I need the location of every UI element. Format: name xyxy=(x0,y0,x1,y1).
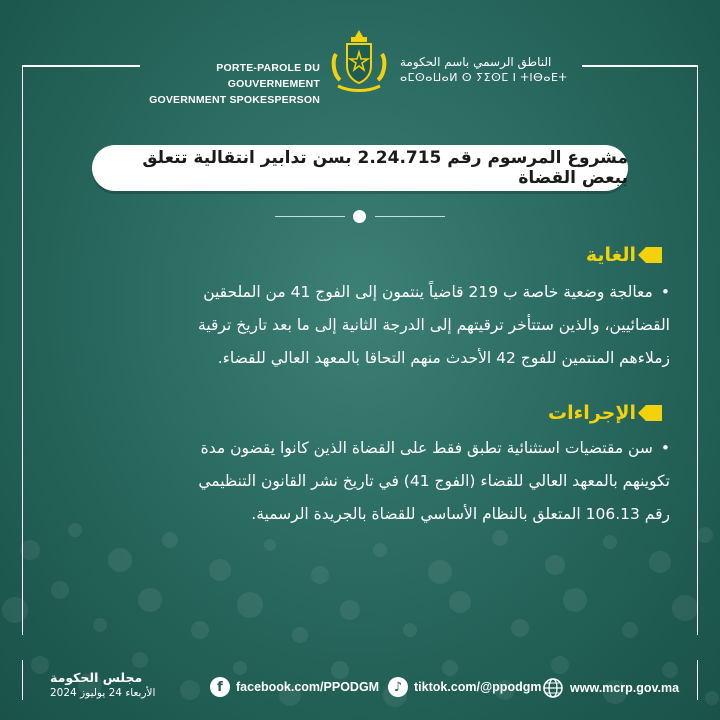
header-french-block xyxy=(134,60,320,108)
header-tifinagh-title: ⴰⵎⵙⴰⵡⴰⵍ ⵙ ⵢⵉⵙⵎ ⵏ ⵜⵏⴱⴰⴹⵜ xyxy=(400,71,568,84)
tiktok-link[interactable] xyxy=(388,677,541,697)
header-arabic-title: الناطق الرسمي باسم الحكومة xyxy=(400,55,552,69)
section-body-measures xyxy=(50,432,670,531)
footer-council-block xyxy=(50,670,155,699)
body-line: •سن مقتضيات استثنائية تطبق فقط على القضاة الذين كانوا يقضون مدة xyxy=(200,439,670,457)
title-banner xyxy=(92,145,628,191)
facebook-link[interactable] xyxy=(210,677,379,697)
globe-icon xyxy=(542,677,564,699)
divider-dot-icon xyxy=(353,210,366,223)
section-title-goal: الغاية xyxy=(585,244,636,266)
body-line: زملاءهم المنتمين للفوج 42 الأحدث منهم التحاقا بالمعهد العالي للقضاء. xyxy=(217,349,670,367)
header-french-title: PORTE-PAROLE DU GOUVERNEMENT xyxy=(216,62,320,90)
footer-date: الأربعاء 24 يوليوز 2024 xyxy=(50,687,156,699)
section-heading-goal xyxy=(586,244,662,266)
section-heading-measures xyxy=(548,402,662,424)
arrow-marker-icon xyxy=(646,405,662,421)
body-line: رقم 106.13 المتعلق بالنظام الأساسي للقضاة بالجريدة الرسمية. xyxy=(251,505,670,523)
facebook-icon: f xyxy=(210,677,230,697)
facebook-link-text: facebook.com/PPODGM xyxy=(236,680,380,694)
website-link-text: www.mcrp.gov.ma xyxy=(570,681,680,695)
body-line: القضائيين، والذين ستتأخر ترقيتهم إلى الدرجة الثانية إلى ما بعد تاريخ ترقية xyxy=(198,316,670,334)
body-line: •معالجة وضعية خاصة ب 219 قاضياً ينتمون إلى الفوج 41 من الملحقين xyxy=(203,283,670,301)
body-line: تكوينهم بالمعهد العالي للقضاء (الفوج 41) في تاريخ نشر القانون التنظيمي xyxy=(198,472,670,490)
section-body-goal xyxy=(50,276,670,375)
website-link[interactable] xyxy=(542,677,679,699)
tiktok-link-text: tiktok.com/@ppodgm xyxy=(414,680,542,694)
tiktok-icon: ♪ xyxy=(388,677,408,697)
header-arabic-block xyxy=(400,54,590,86)
divider xyxy=(275,216,445,218)
arrow-marker-icon xyxy=(646,247,662,263)
header-english-title: GOVERNMENT SPOKESPERSON xyxy=(149,94,320,106)
footer-council-name: مجلس الحكومة xyxy=(50,670,143,685)
section-title-measures: الإجراءات xyxy=(547,402,636,424)
page-title: مشروع المرسوم رقم 2.24.715 بسن تدابير انتقالية تتعلق ببعض القضاة xyxy=(142,148,628,188)
moroccan-emblem-icon xyxy=(330,28,388,96)
